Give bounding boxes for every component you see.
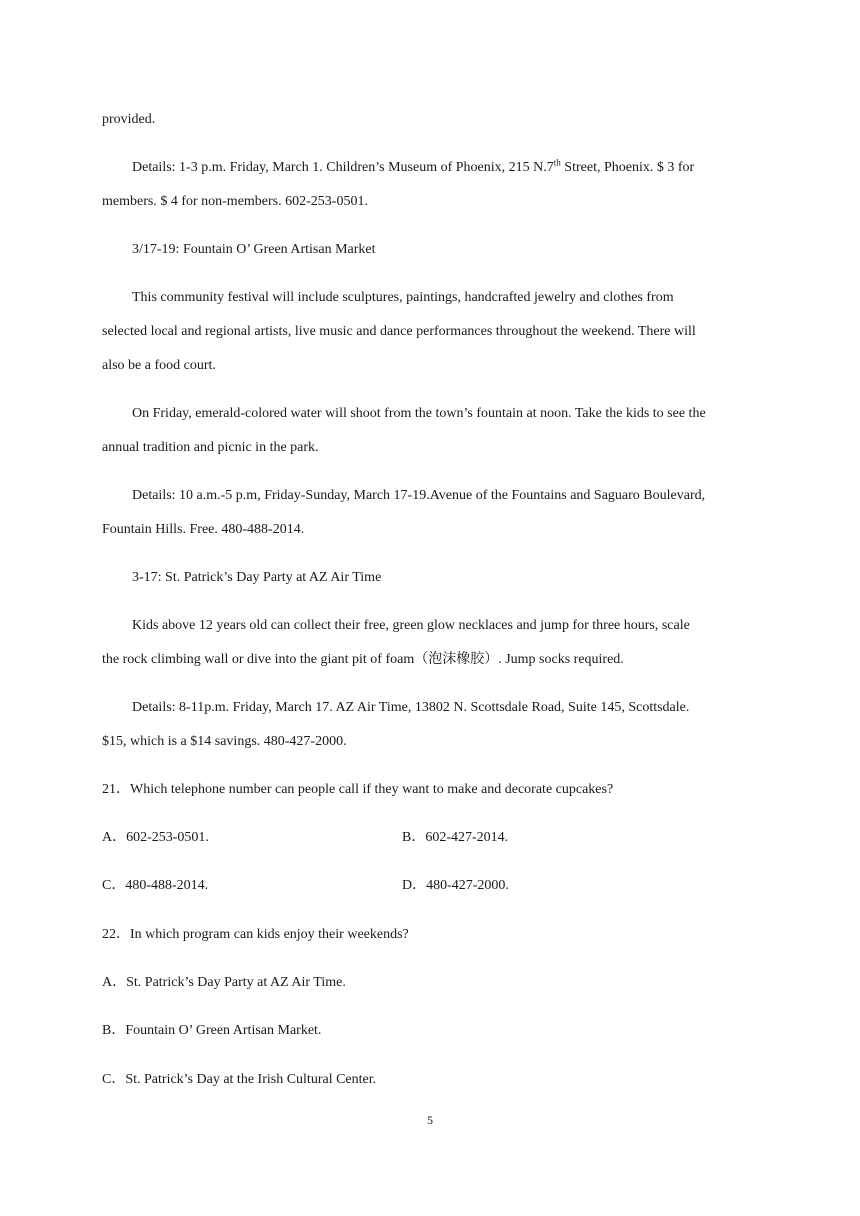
passage-line: On Friday, emerald-colored water will shoot from the town’s fountain at noon. Take the kids to see the [132, 406, 706, 421]
passage-text: Details: 1-3 p.m. Friday, March 1. Children’s Museum of Phoenix, 215 N.7 [132, 160, 554, 175]
passage-line: the rock climbing wall or dive into the giant pit of foam（泡沫橡胶）. Jump socks required. [102, 652, 624, 667]
event-heading: 3-17: St. Patrick’s Day Party at AZ Air Time [132, 570, 382, 585]
passage-line: This community festival will include sculptures, paintings, handcrafted jewelry and clothes from [132, 290, 674, 305]
question-21-stem: 21．Which telephone number can people call if they want to make and decorate cupcakes? [102, 782, 614, 797]
question-21-option-a: A．602-253-0501. [102, 830, 209, 845]
passage-line: $15, which is a $14 savings. 480-427-2000. [102, 734, 347, 749]
event-heading: 3/17-19: Fountain O’ Green Artisan Market [132, 242, 376, 257]
passage-line: also be a food court. [102, 358, 216, 373]
passage-line: Details: 10 a.m.-5 p.m, Friday-Sunday, March 17-19.Avenue of the Fountains and Saguaro Boulevard, [132, 488, 706, 503]
passage-line: Fountain Hills. Free. 480-488-2014. [102, 522, 305, 537]
passage-line: annual tradition and picnic in the park. [102, 440, 319, 455]
passage-line: members. $ 4 for non-members. 602-253-0501. [102, 194, 368, 209]
passage-line: Kids above 12 years old can collect their free, green glow necklaces and jump for three hours, scale [132, 618, 690, 633]
question-22-option-c: C．St. Patrick’s Day at the Irish Cultural Center. [102, 1072, 377, 1087]
passage-line-details-museum [132, 158, 694, 178]
passage-line: Details: 8-11p.m. Friday, March 17. AZ Air Time, 13802 N. Scottsdale Road, Suite 145, Scottsdale. [132, 700, 690, 715]
question-22-stem: 22．In which program can kids enjoy their weekends? [102, 927, 409, 942]
question-22-option-a: A．St. Patrick’s Day Party at AZ Air Time. [102, 975, 346, 990]
question-21-option-d: D．480-427-2000. [402, 878, 509, 893]
passage-text: Street, Phoenix. $ 3 for [560, 160, 695, 175]
question-22-option-b: B．Fountain O’ Green Artisan Market. [102, 1023, 322, 1038]
passage-line: selected local and regional artists, live music and dance performances throughout the weekend. There will [102, 324, 696, 339]
question-21-option-c: C．480-488-2014. [102, 878, 209, 893]
page-number: 5 [427, 1113, 433, 1127]
question-21-option-b: B．602-427-2014. [402, 830, 509, 845]
superscript-th: th [553, 157, 561, 168]
passage-line: provided. [102, 112, 156, 127]
